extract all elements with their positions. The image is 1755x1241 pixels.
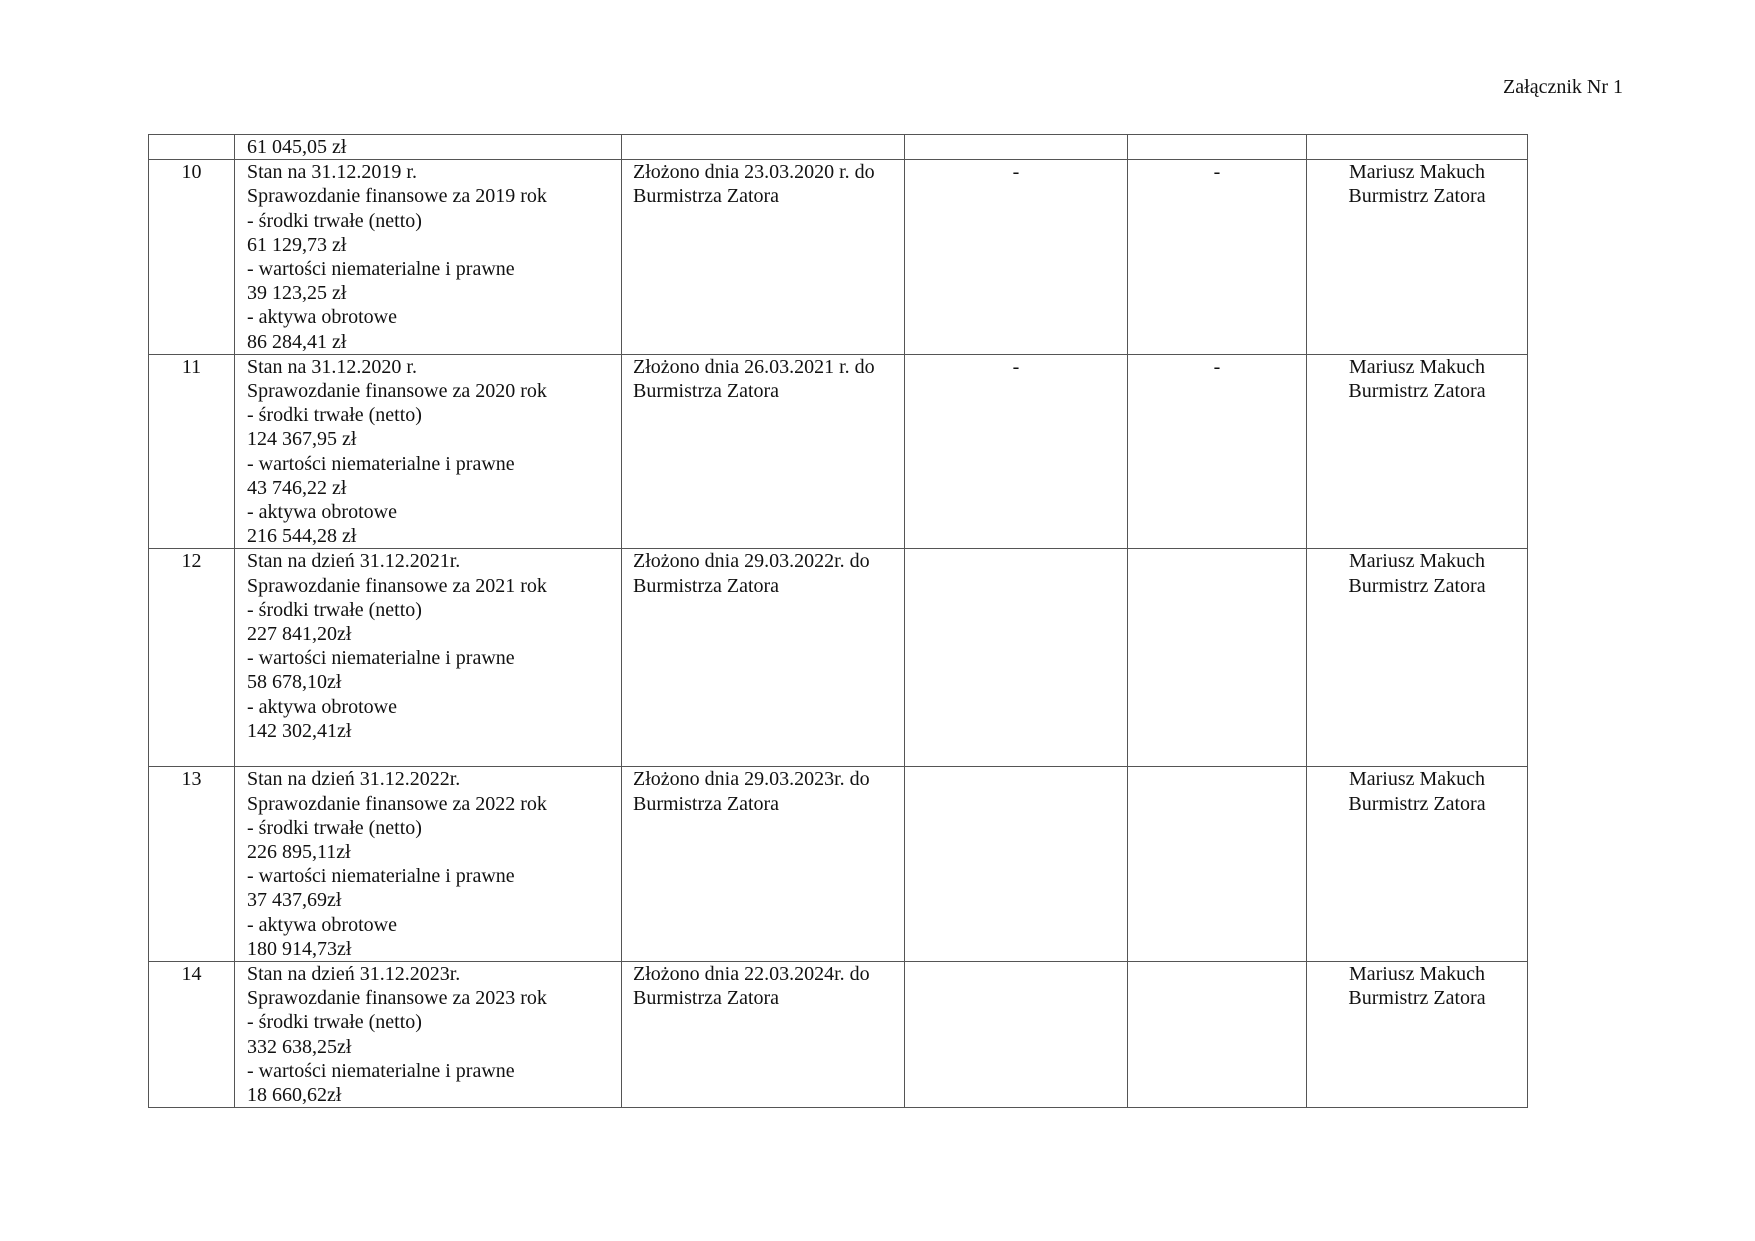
submission-cell	[622, 549, 905, 767]
row-number-cell: 13	[149, 767, 235, 962]
column-4-cell: -	[905, 160, 1128, 355]
signature-cell	[1307, 549, 1528, 767]
signature-cell	[1307, 160, 1528, 355]
column-4-cell	[905, 135, 1128, 160]
row-number-cell: 10	[149, 160, 235, 355]
description-line: 226 895,11zł	[247, 841, 351, 864]
submission-cell	[622, 354, 905, 549]
column-4-cell: -	[905, 354, 1128, 549]
row-number-cell	[149, 135, 235, 160]
signature-title: Burmistrz Zatora	[1348, 987, 1486, 1010]
column-5-cell	[1128, 549, 1307, 767]
description-cell	[235, 160, 622, 355]
submission-cell	[622, 135, 905, 160]
description-line: 124 367,95 zł	[247, 428, 357, 451]
signature-title: Burmistrz Zatora	[1348, 380, 1486, 403]
description-line: Stan na 31.12.2019 r.	[247, 161, 417, 184]
column-4-cell	[905, 962, 1128, 1108]
signature-name: Mariusz Makuch	[1348, 768, 1486, 791]
description-line: Sprawozdanie finansowe za 2020 rok	[247, 380, 547, 403]
submission-line: Złożono dnia 26.03.2021 r. do	[633, 355, 875, 378]
description-line: 180 914,73zł	[247, 937, 352, 960]
signature-title: Burmistrz Zatora	[1348, 792, 1486, 815]
description-line: 61 045,05 zł	[247, 136, 347, 158]
description-line: Stan na dzień 31.12.2023r.	[247, 963, 461, 986]
table-row	[149, 160, 1528, 355]
description-line: - środki trwałe (netto)	[247, 816, 422, 839]
signature-title: Burmistrz Zatora	[1348, 574, 1486, 597]
table-row	[149, 962, 1528, 1108]
description-line: 227 841,20zł	[247, 623, 352, 646]
submission-cell	[622, 767, 905, 962]
submission-line: Złożono dnia 22.03.2024r. do	[633, 963, 870, 986]
description-line: - środki trwałe (netto)	[247, 1011, 422, 1034]
description-line: - środki trwałe (netto)	[247, 209, 422, 232]
description-line: Stan na 31.12.2020 r.	[247, 355, 417, 378]
description-line: Stan na dzień 31.12.2022r.	[247, 768, 461, 791]
description-line: 39 123,25 zł	[247, 282, 347, 305]
column-5-cell	[1128, 135, 1307, 160]
submission-line: Burmistrza Zatora	[633, 792, 780, 815]
financial-report-table	[148, 134, 1528, 1108]
table-row	[149, 354, 1528, 549]
row-number-cell: 11	[149, 354, 235, 549]
column-5-cell	[1128, 767, 1307, 962]
description-line: 332 638,25zł	[247, 1035, 352, 1058]
description-line: 61 129,73 zł	[247, 233, 347, 256]
description-line: Sprawozdanie finansowe za 2021 rok	[247, 574, 547, 597]
description-line: 216 544,28 zł	[247, 525, 357, 548]
description-line: - wartości niematerialne i prawne	[247, 865, 515, 888]
signature-cell	[1307, 135, 1528, 160]
description-line: - aktywa obrotowe	[247, 913, 397, 936]
signature-cell	[1307, 354, 1528, 549]
column-5-cell: -	[1128, 160, 1307, 355]
column-5-cell	[1128, 962, 1307, 1108]
signature-cell	[1307, 962, 1528, 1108]
description-line: Sprawozdanie finansowe za 2019 rok	[247, 185, 547, 208]
description-line: Stan na dzień 31.12.2021r.	[247, 550, 461, 573]
description-cell	[235, 962, 622, 1108]
description-line: 43 746,22 zł	[247, 476, 347, 499]
submission-line: Złożono dnia 23.03.2020 r. do	[633, 161, 875, 184]
signature-cell	[1307, 767, 1528, 962]
column-4-cell	[905, 549, 1128, 767]
description-line: 86 284,41 zł	[247, 330, 347, 353]
description-line: - aktywa obrotowe	[247, 695, 397, 718]
submission-line: Burmistrza Zatora	[633, 574, 780, 597]
description-line: 58 678,10zł	[247, 671, 342, 694]
description-line: 142 302,41zł	[247, 719, 352, 742]
signature-name: Mariusz Makuch	[1348, 161, 1486, 184]
description-line: - środki trwałe (netto)	[247, 404, 422, 427]
submission-line: Burmistrza Zatora	[633, 380, 780, 403]
description-line: Sprawozdanie finansowe za 2023 rok	[247, 987, 547, 1010]
submission-cell	[622, 962, 905, 1108]
description-line: - aktywa obrotowe	[247, 501, 397, 524]
description-line: - wartości niematerialne i prawne	[247, 452, 515, 475]
table-row	[149, 767, 1528, 962]
description-line: - wartości niematerialne i prawne	[247, 258, 515, 281]
description-line: - środki trwałe (netto)	[247, 598, 422, 621]
description-line: - wartości niematerialne i prawne	[247, 647, 515, 670]
row-number-cell: 14	[149, 962, 235, 1108]
description-cell	[235, 135, 622, 160]
description-line: - aktywa obrotowe	[247, 306, 397, 329]
attachment-label: Załącznik Nr 1	[1503, 76, 1623, 98]
signature-name: Mariusz Makuch	[1348, 550, 1486, 573]
description-cell	[235, 354, 622, 549]
table-row	[149, 549, 1528, 767]
signature-name: Mariusz Makuch	[1348, 355, 1486, 378]
description-line: 37 437,69zł	[247, 889, 342, 912]
description-line: 18 660,62zł	[247, 1084, 342, 1107]
signature-name: Mariusz Makuch	[1348, 963, 1486, 986]
submission-line: Burmistrza Zatora	[633, 185, 780, 208]
row-number-cell: 12	[149, 549, 235, 767]
submission-line: Burmistrza Zatora	[633, 987, 780, 1010]
signature-title: Burmistrz Zatora	[1348, 185, 1486, 208]
description-line: Sprawozdanie finansowe za 2022 rok	[247, 792, 547, 815]
description-cell	[235, 549, 622, 767]
submission-line: Złożono dnia 29.03.2023r. do	[633, 768, 870, 791]
submission-line: Złożono dnia 29.03.2022r. do	[633, 550, 870, 573]
submission-cell	[622, 160, 905, 355]
table-row-continuation	[149, 135, 1528, 160]
description-line: - wartości niematerialne i prawne	[247, 1059, 515, 1082]
column-5-cell: -	[1128, 354, 1307, 549]
column-4-cell	[905, 767, 1128, 962]
description-cell	[235, 767, 622, 962]
